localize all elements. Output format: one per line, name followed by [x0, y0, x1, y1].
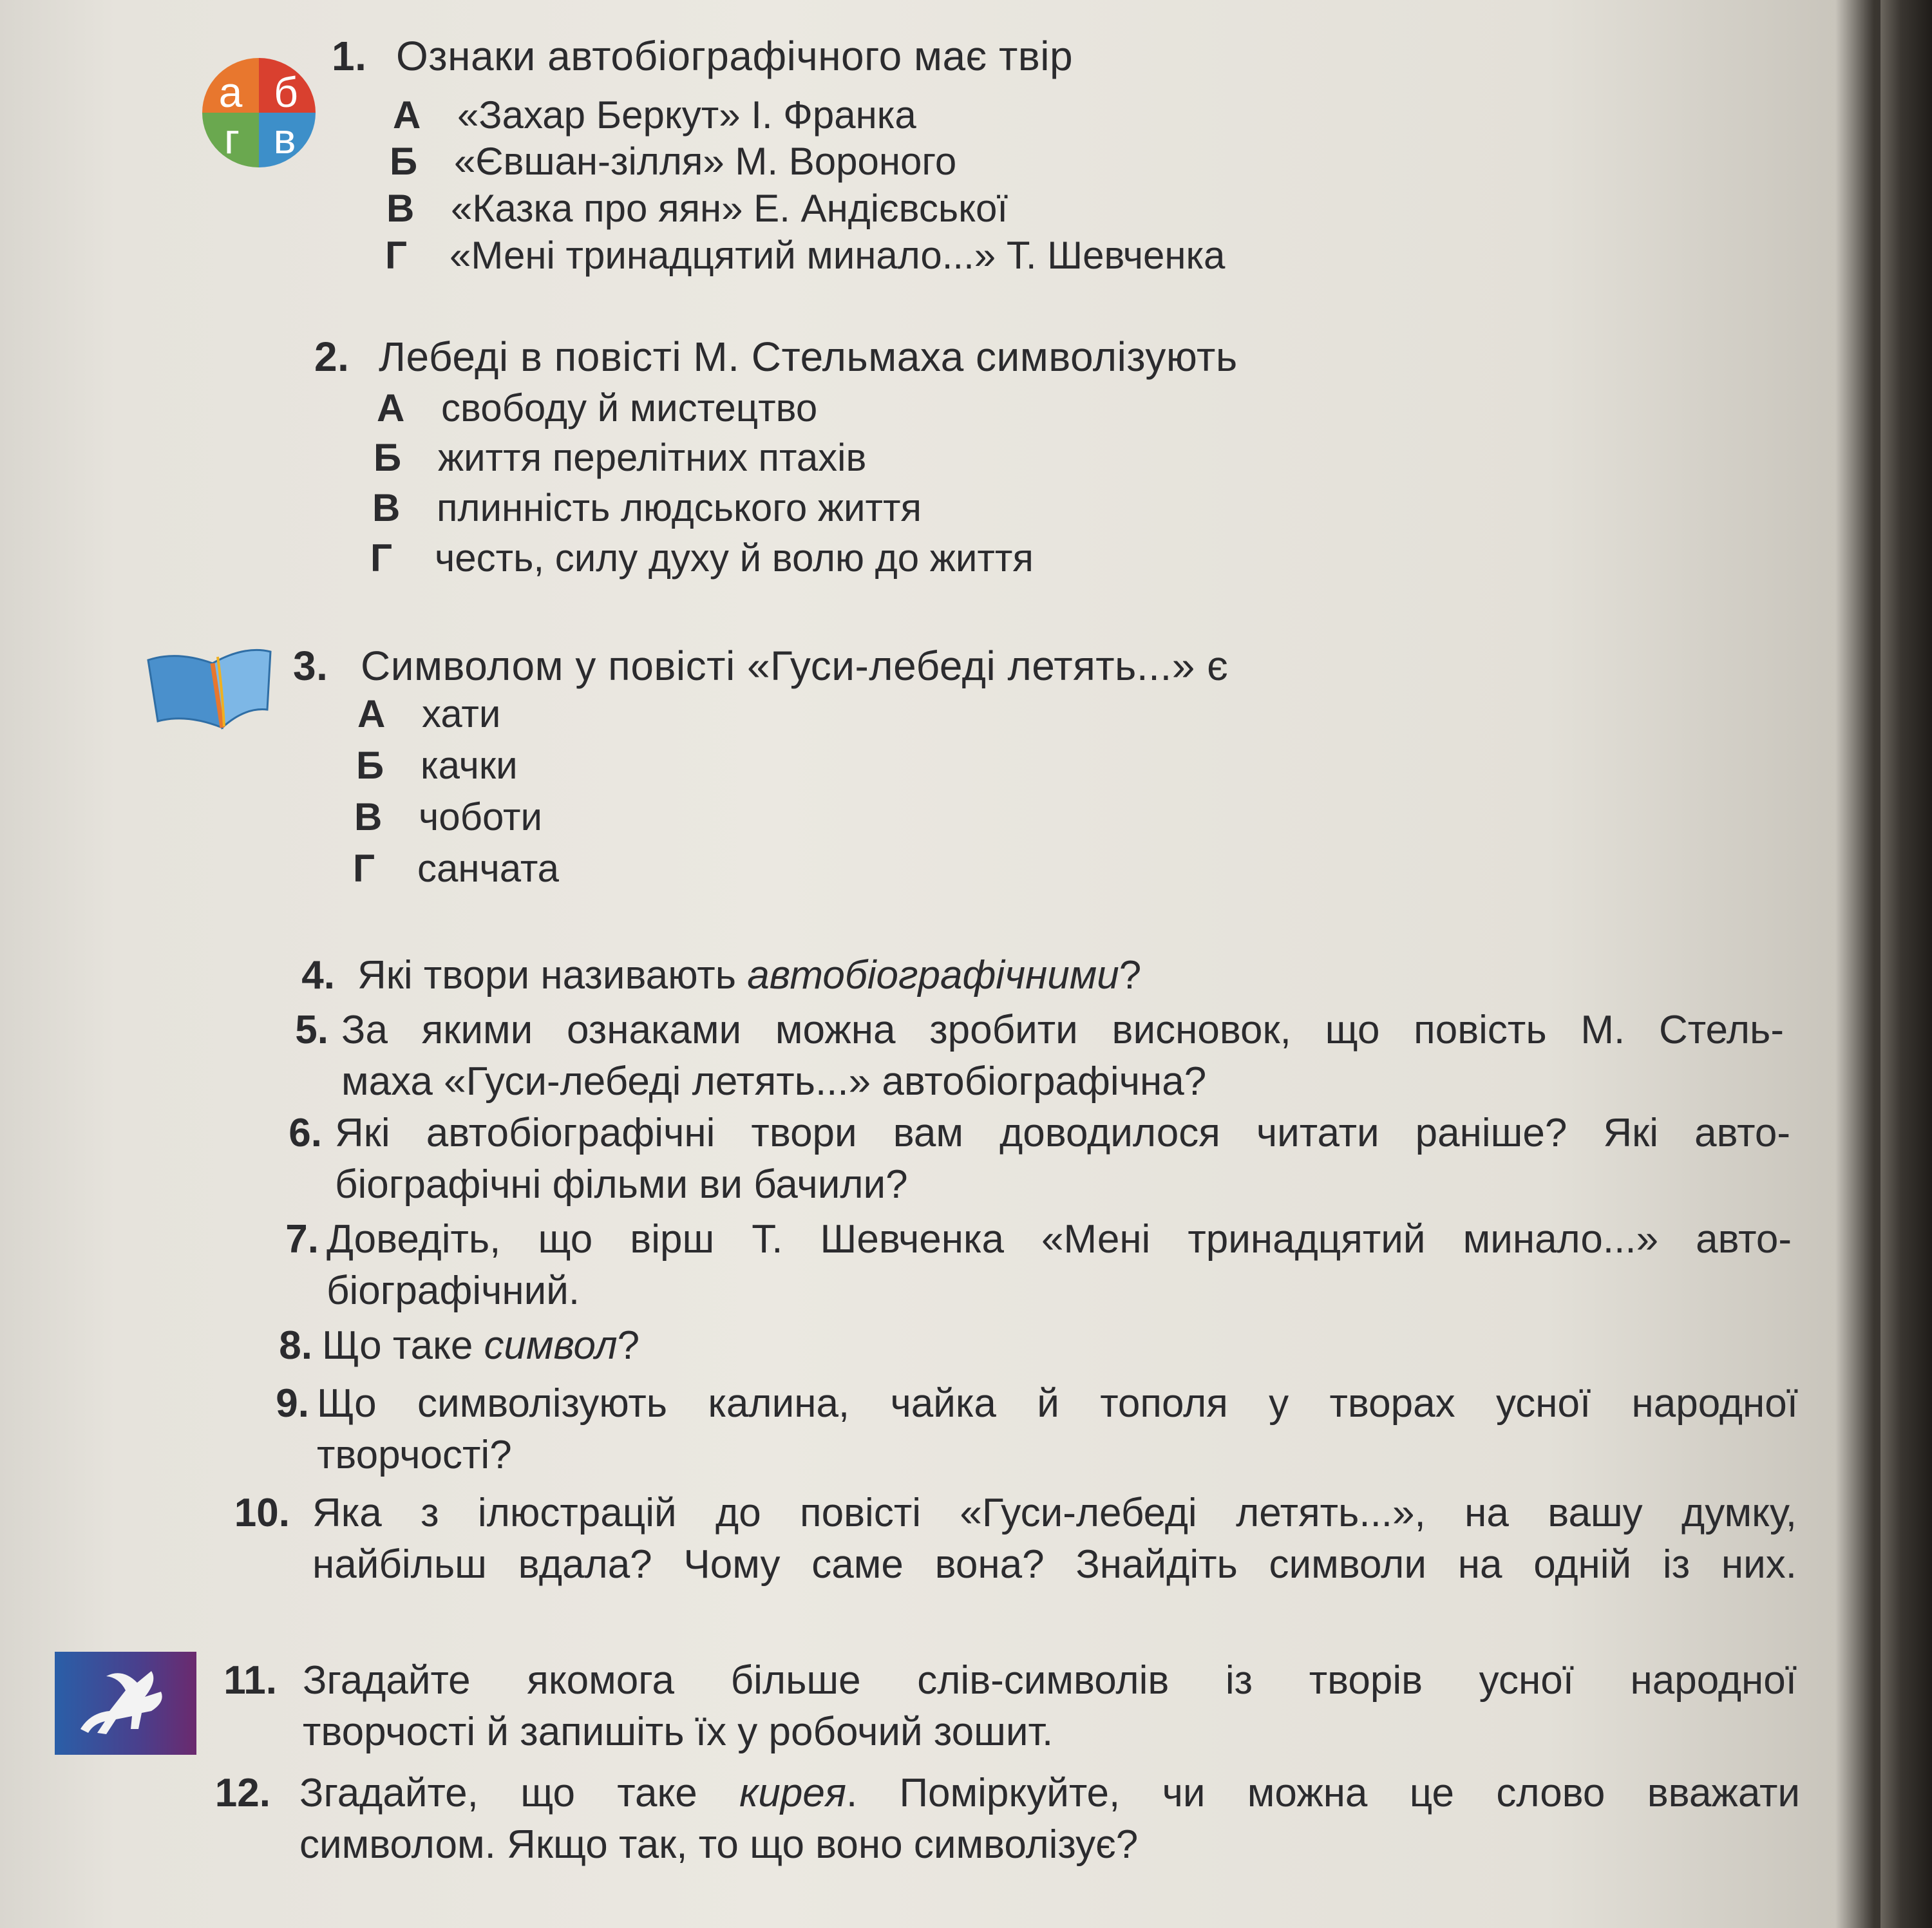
term-emphasis: кирея: [739, 1771, 846, 1815]
question-line: біографічні фільми ви бачили?: [335, 1162, 908, 1207]
question-line: Яка з ілюстрацій до повісті «Гуси-лебеді летять...», на вашу думку,: [312, 1491, 1797, 1535]
icon-letter-v: в: [273, 115, 296, 162]
option-letter: Г: [353, 847, 375, 890]
question-number: 7.: [285, 1217, 319, 1262]
question-text: Ознаки автобіографічного має твір: [396, 33, 1074, 79]
question-text: [317, 1378, 1798, 1481]
option-text: санчата: [417, 847, 559, 890]
option-text: честь, силу духу й волю до життя: [435, 536, 1034, 580]
option-letter: Г: [385, 234, 408, 277]
option-text: плинність людського життя: [437, 486, 922, 529]
option-letter: Г: [370, 536, 393, 580]
option-letter: Б: [390, 140, 418, 183]
question-line: [299, 1768, 1800, 1819]
term-emphasis: автобіографічними: [747, 953, 1119, 997]
text-segment: Згадайте, що таке: [299, 1771, 740, 1815]
option-letter: А: [377, 386, 405, 430]
option-letter: Б: [374, 436, 402, 479]
question-line: Що символізують калина, чайка й тополя у творах усної народної: [317, 1381, 1798, 1426]
option-text: хати: [422, 692, 501, 735]
question-line: Які автобіографічні твори вам доводилося читати раніше? Які авто-: [335, 1111, 1790, 1155]
question-line: Згадайте якомога більше слів-символів із творів усної народної: [303, 1658, 1797, 1703]
question-number: 12.: [214, 1771, 270, 1815]
open-book-icon: [142, 638, 277, 734]
text-segment: ?: [1119, 953, 1142, 997]
question-number: 6.: [289, 1111, 322, 1155]
option-text: чоботи: [419, 795, 543, 838]
question-number: 9.: [276, 1381, 309, 1426]
option-letter: В: [372, 486, 401, 529]
option-text: «Мені тринадцятий минало...» Т. Шевченка: [450, 234, 1226, 277]
option-letter: А: [357, 692, 386, 735]
option-text: «Казка про яян» Е. Андієвської: [451, 187, 1009, 230]
question-text: [303, 1655, 1797, 1758]
text-segment: . Поміркуйте, чи можна це слово вважати: [846, 1771, 1800, 1815]
pegasus-icon: [55, 1652, 196, 1755]
text-segment: ?: [617, 1323, 640, 1368]
question-line: маха «Гуси-лебеді летять...» автобіографічна?: [341, 1059, 1207, 1104]
icon-letter-g: г: [223, 115, 240, 162]
question-number: 10.: [234, 1491, 290, 1535]
question-number: 2.: [314, 334, 350, 380]
text-segment: Що таке: [322, 1323, 484, 1368]
question-line: творчості й запишіть їх у робочий зошит.: [303, 1710, 1054, 1754]
question-number: 8.: [279, 1323, 312, 1368]
question-line: творчості?: [317, 1433, 512, 1477]
option-letter: Б: [356, 744, 384, 787]
question-line: За якими ознаками можна зробити висновок, що повість М. Стель-: [341, 1008, 1784, 1052]
text-segment: Які твори називають: [357, 953, 748, 997]
option-letter: В: [386, 187, 415, 230]
option-text: качки: [421, 744, 518, 787]
question-text: [357, 950, 1794, 1001]
question-text: [312, 1488, 1797, 1591]
question-number: 4.: [301, 953, 335, 997]
icon-letter-a: а: [218, 68, 243, 116]
option-letter: А: [393, 93, 421, 137]
question-text: [299, 1768, 1800, 1871]
question-text: Лебеді в повісті М. Стельмаха символізують: [379, 334, 1238, 380]
option-text: «Захар Беркут» І. Франка: [457, 93, 916, 137]
question-text: [327, 1214, 1792, 1317]
question-line: символом. Якщо так, то що воно символізує?: [299, 1822, 1139, 1867]
question-line: найбільш вдала? Чому саме вона? Знайдіть символи на одній із них.: [312, 1542, 1797, 1587]
option-text: життя перелітних птахів: [438, 436, 867, 479]
option-text: свободу й мистецтво: [441, 386, 818, 430]
question-text: [322, 1320, 1758, 1372]
question-number: 11.: [223, 1658, 277, 1703]
option-text: «Євшан-зілля» М. Вороного: [454, 140, 957, 183]
option-letter: В: [354, 795, 383, 838]
question-text: Символом у повісті «Гуси-лебеді летять...» є: [361, 643, 1229, 689]
term-emphasis: символ: [484, 1323, 618, 1368]
question-line: [322, 1320, 1758, 1372]
question-number: 5.: [295, 1008, 328, 1052]
question-line: біографічний.: [327, 1269, 580, 1313]
question-number: 3.: [293, 643, 328, 689]
question-line: [357, 950, 1794, 1001]
question-line: Доведіть, що вірш Т. Шевченка «Мені тринадцятий минало...» авто-: [327, 1217, 1792, 1262]
abvg-test-icon: [201, 57, 317, 169]
page-edge: [1880, 0, 1932, 1928]
question-text: [341, 1005, 1784, 1108]
question-number: 1.: [332, 33, 367, 79]
question-text: [335, 1108, 1790, 1211]
icon-letter-b: б: [274, 68, 298, 116]
